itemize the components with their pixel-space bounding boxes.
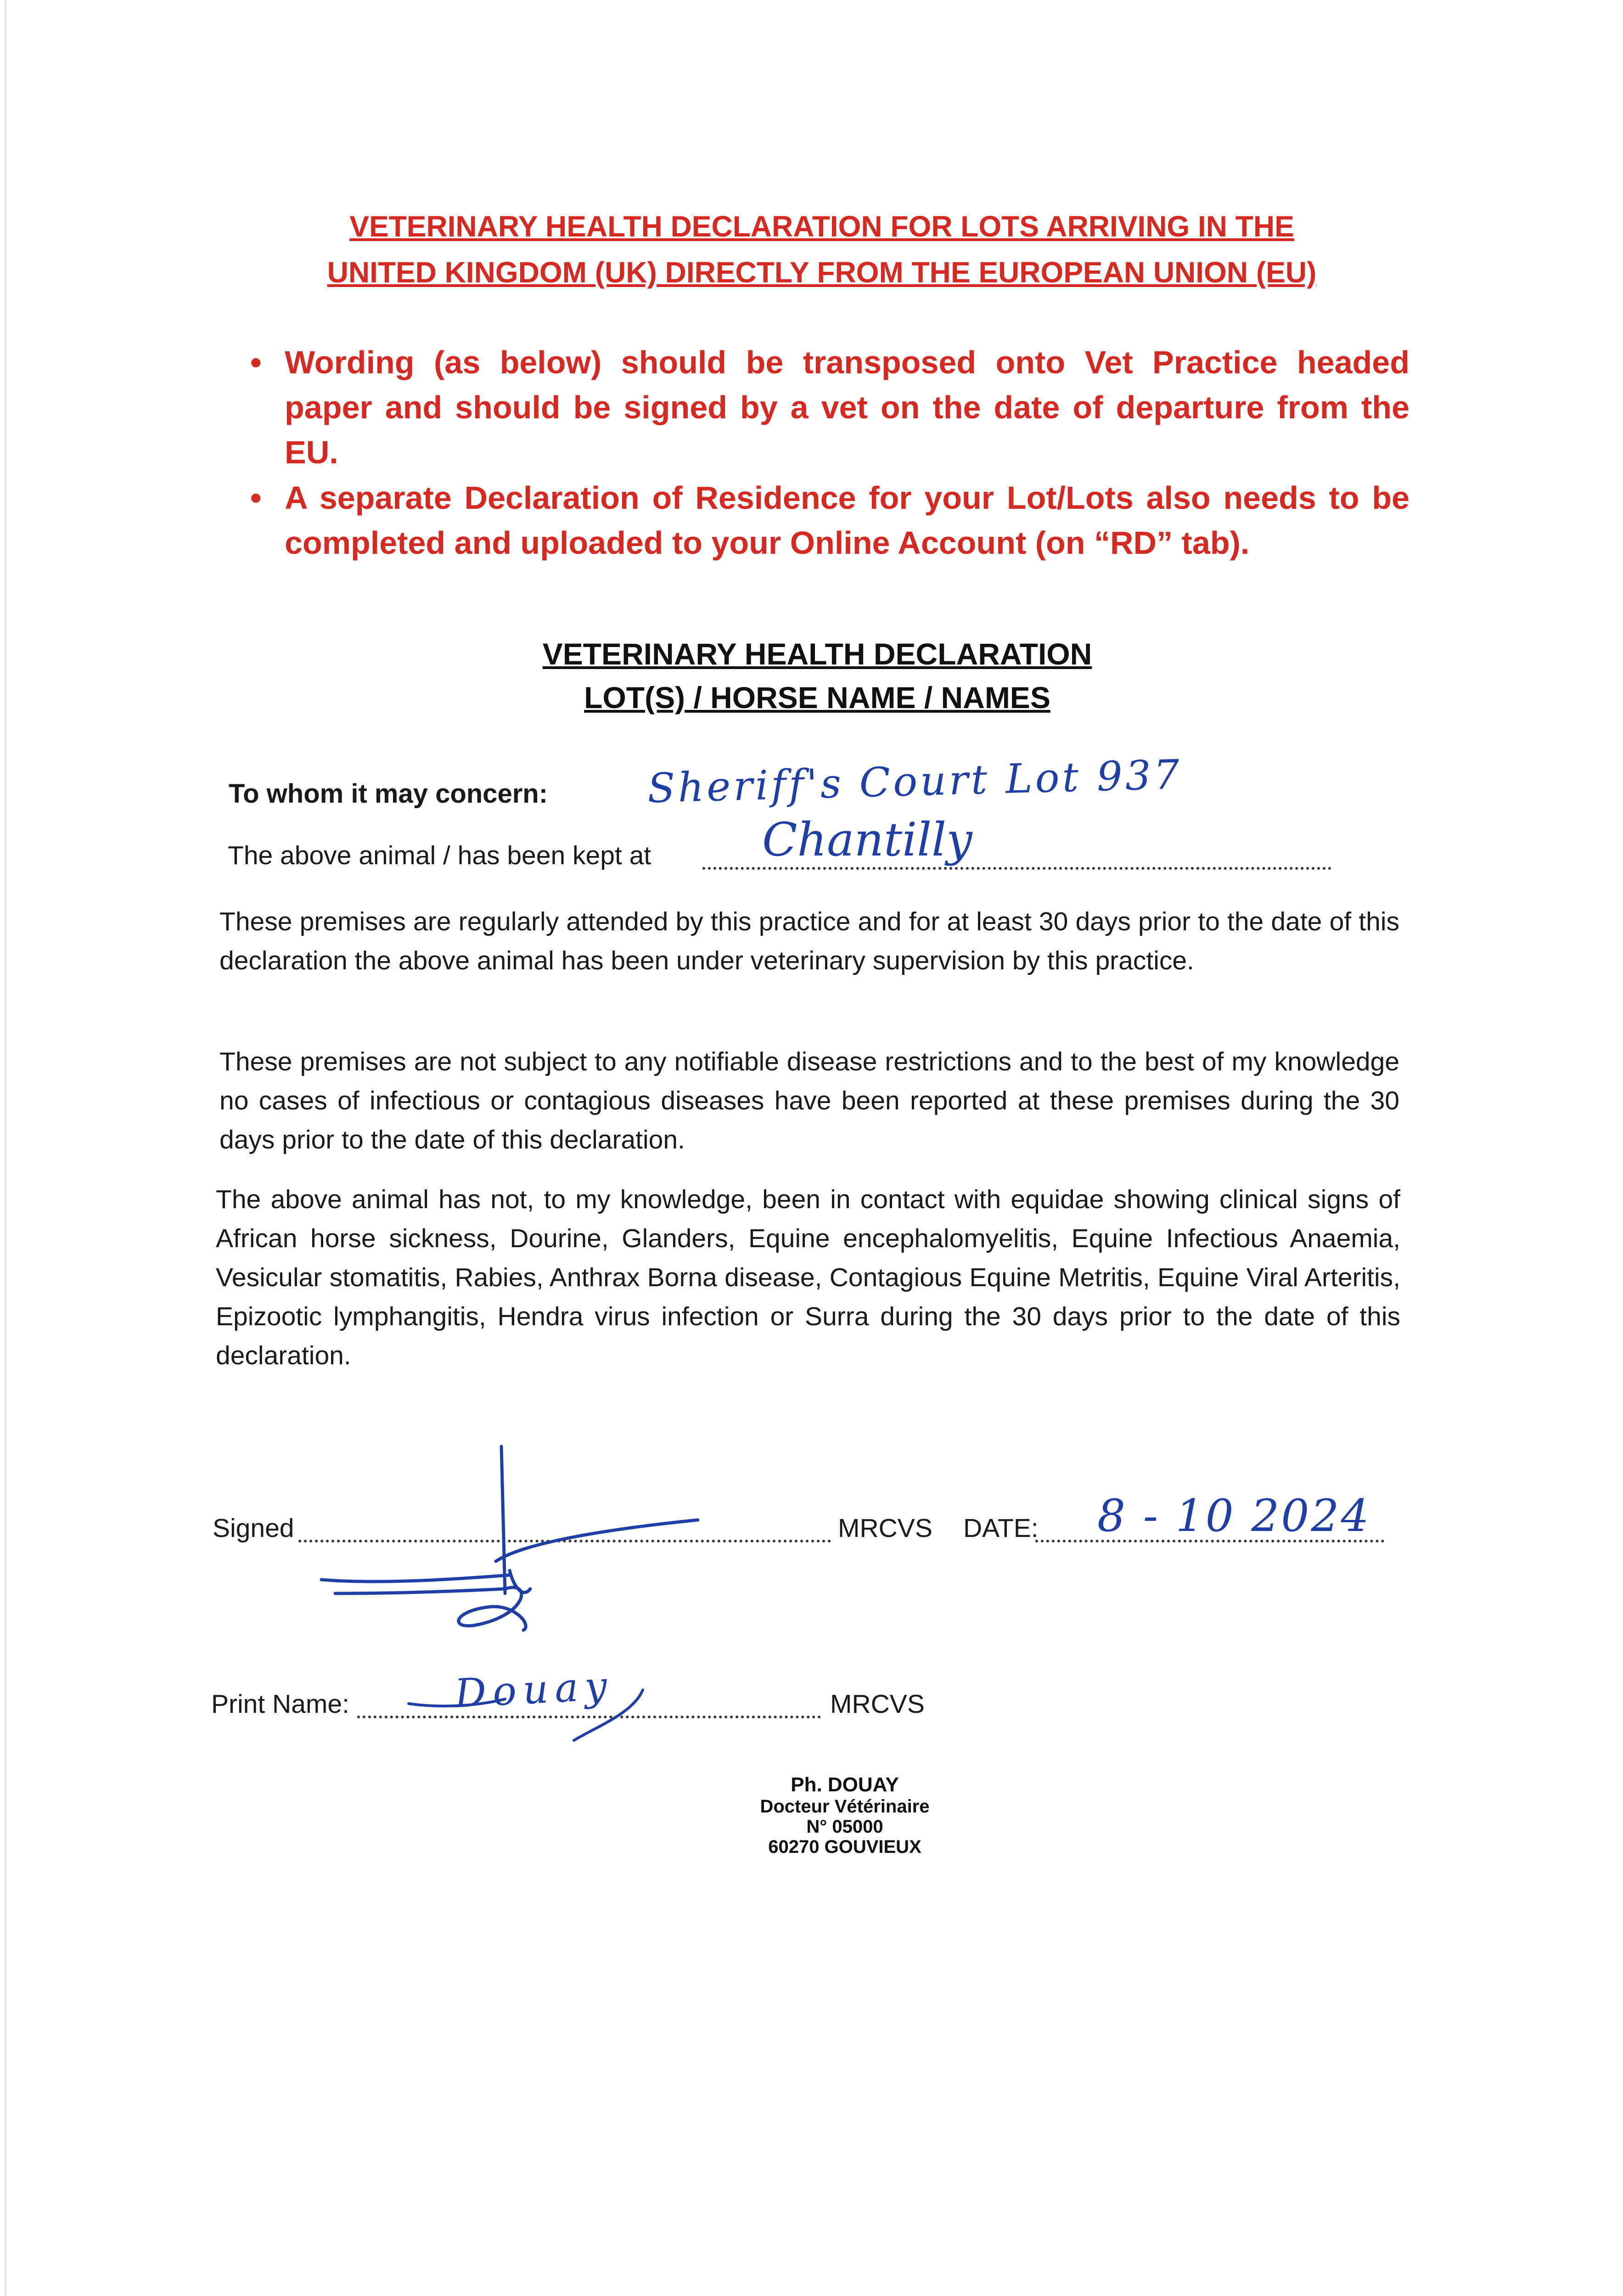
horse-name-handwritten: Sheriff's Court Lot 937 bbox=[646, 750, 1183, 812]
declaration-heading-line-1: VETERINARY HEALTH DECLARATION bbox=[542, 637, 1092, 671]
instruction-text-1: Wording (as below) should be transposed onto Vet Practice headed paper and should be signed by a vet on the date of departure from the EU. bbox=[285, 344, 1410, 470]
contact-paragraph: The above animal has not, to my knowledge, been in contact with equidae showing clinical signs of African horse sickness, Dourine, Glanders, Equine encephalomyelitis, Equine Infectious Anaemia, Vesicular stomatitis, Rabies, Anthrax Borna disease, Contagious Equine Metritis, Equine Viral Arteritis, Epizootic lymphangitis, Hendra virus infection or Surra during the 30 days prior to the date of this declaration. bbox=[216, 1185, 1400, 1370]
stamp-registration-number: N° 05000 bbox=[806, 1817, 883, 1837]
supervision-paragraph: These premises are regularly attended by this practice and for at least 30 days prior to the date of this declaration the above animal has been under veterinary supervision by this practice. bbox=[219, 907, 1399, 975]
kept-at-label: The above animal / has been kept at bbox=[228, 841, 651, 870]
stamp-address: 60270 GOUVIEUX bbox=[768, 1837, 921, 1857]
document-title-line-2: UNITED KINGDOM (UK) DIRECTLY FROM THE EUROPEAN UNION (EU) bbox=[327, 256, 1317, 289]
disease-restrictions-paragraph: These premises are not subject to any notifiable disease restrictions and to the best of my knowledge no cases of infectious or contagious diseases have been reported at these premises during the 30 days prior to the date of this declaration. bbox=[219, 1047, 1399, 1154]
document-title-line-1: VETERINARY HEALTH DECLARATION FOR LOTS ARRIVING IN THE bbox=[349, 210, 1294, 243]
instruction-text-2: A separate Declaration of Residence for your Lot/Lots also needs to be completed and uploaded to your Online Account (on “RD” tab). bbox=[285, 480, 1410, 561]
print-name-label: Print Name: bbox=[211, 1689, 349, 1719]
premises-handwritten: Chantilly bbox=[762, 813, 972, 867]
print-name-mrcvs-label: MRCVS bbox=[830, 1689, 925, 1719]
stamp-title: Docteur Vétérinaire bbox=[760, 1796, 930, 1817]
date-handwritten: 8 - 10 2024 bbox=[1097, 1490, 1371, 1542]
declaration-heading-line-2: LOT(S) / HORSE NAME / NAMES bbox=[584, 681, 1050, 715]
concern-label: To whom it may concern: bbox=[229, 779, 548, 809]
bullet-dot-icon: • bbox=[250, 480, 262, 516]
signed-label: Signed bbox=[213, 1514, 294, 1543]
stamp-name: Ph. DOUAY bbox=[791, 1773, 899, 1796]
date-label: DATE: bbox=[963, 1514, 1039, 1543]
bullet-dot-icon: • bbox=[250, 344, 262, 380]
printed-name-handwritten: Douay bbox=[453, 1663, 615, 1717]
signed-mrcvs-label: MRCVS bbox=[838, 1514, 932, 1543]
